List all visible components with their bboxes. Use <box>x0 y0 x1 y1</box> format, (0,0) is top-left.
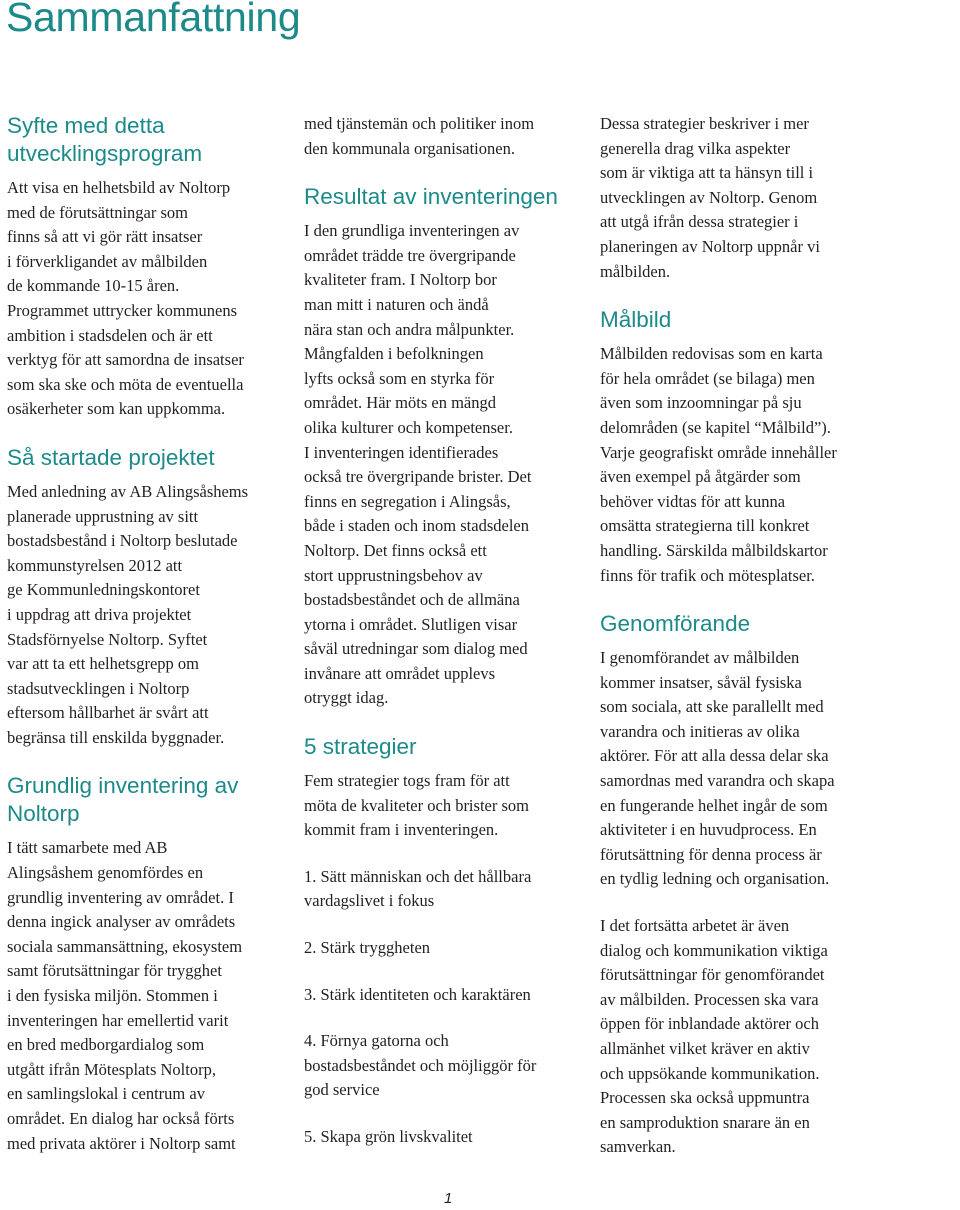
column-left <box>7 112 282 1156</box>
column-right <box>600 112 875 1160</box>
paragraph-malbild: Målbilden redovisas som en karta för hela området (se bilaga) men även som inzoomningar på sju delområden (se kapitel “Målbild”). Varje geografiskt område innehåller även exempel på åtgärder som behöver vidtas för att kunna omsätta strategierna till konkret handling. Särskilda målbildskartor finns för trafik och mötesplatser. <box>600 344 837 585</box>
paragraph-fortsatta-arbetet: I det fortsätta arbetet är även dialog och kommunikation viktiga förutsättningar för genomförandet av målbilden. Processen ska vara öppen för inblandade aktörer och allmänhet vilket kräver en aktiv och uppsökande kommunikation. Processen ska också uppmuntra en samproduktion snarare än en samverkan. <box>600 916 828 1157</box>
paragraph-resultat: I den grundliga inventeringen av området trädde tre övergripande kvaliteter fram. I Noltorp bor man mitt i naturen och ändå nära stan och andra målpunkter. Mångfalden i befolkningen lyfts också som en styrka för området. Här möts en mängd olika kulturer och kompetenser. I inventeringen identifierades också tre övergripande brister. Det finns en segregation i Alingsås, både i staden och inom stadsdelen Noltorp. Det finns också ett stort upprustningsbehov av bostadsbeståndet och de allmäna ytorna i området. Slutligen visar såväl utredningar som dialog med invånare att området upplevs otryggt idag. <box>304 221 532 708</box>
strategy-item: 4. Förnya gatorna och bostadsbeståndet och möjliggör för god service <box>304 1031 537 1100</box>
strategy-item: 3. Stärk identiteten och karaktären <box>304 984 531 1004</box>
paragraph-syfte: Att visa en helhetsbild av Noltorp med de förutsättningar som finns så att vi gör rätt insatser i förverkligandet av målbilden de kommande 10-15 åren. Programmet uttrycker kommunens ambition i stadsdelen och är ett verktyg för att samordna de insatser som ska ske och möta de eventuella osäkerheter som kan uppkomma. <box>7 178 244 419</box>
paragraph-continuation: med tjänstemän och politiker inom den kommunala organisationen. <box>304 114 535 158</box>
paragraph-sa-startade: Med anledning av AB Alingsåshems planerade upprustning av sitt bostadsbestånd i Noltorp beslutade kommunstyrelsen 2012 att ge Kommunledningskontoret i uppdrag att driva projektet Stadsförnyelse Noltorp. Syftet var att ta ett helhetsgrepp om stadsutvecklingen i Noltorp eftersom hållbarhet är svårt att begränsa till enskilda byggnader. <box>7 481 249 747</box>
column-middle <box>304 112 584 1150</box>
heading-genomforande: Genomförande <box>600 611 751 637</box>
strategy-list <box>304 865 584 1150</box>
paragraph-genomforande: I genomförandet av målbilden kommer insatser, såväl fysiska som sociala, att ske parallellt med varandra och initieras av olika aktörer. För att alla dessa delar ska samordnas med varandra och skapa en fungerande helhet ingår de som aktiviteter i en huvudprocess. En förutsättning för denna process är en tydlig ledning och organisation. <box>600 648 835 889</box>
strategy-item: 5. Skapa grön livskvalitet <box>304 1127 473 1146</box>
heading-syfte: Syfte med detta utvecklingsprogram <box>7 113 203 166</box>
page-number: 1 <box>444 1190 453 1207</box>
strategy-item: 2. Stärk tryggheten <box>304 938 431 958</box>
page-title: Sammanfattning <box>6 0 301 40</box>
heading-resultat: Resultat av inventeringen <box>304 184 558 210</box>
strategy-item: 1. Sätt människan och det hållbara vardagslivet i fokus <box>304 866 532 911</box>
paragraph-strategier-beskriver: Dessa strategier beskriver i mer generella drag vilka aspekter som är viktiga att ta hänsyn till i utvecklingen av Noltorp. Genom att utgå ifrån dessa strategier i planeringen av Noltorp uppnår vi målbilden. <box>600 114 820 281</box>
heading-strategier: 5 strategier <box>304 734 417 760</box>
heading-grundlig-inventering: Grundlig inventering av Noltorp <box>7 773 239 827</box>
heading-malbild: Målbild <box>600 307 672 333</box>
heading-sa-startade: Så startade projektet <box>7 444 215 470</box>
paragraph-strategier: Fem strategier togs fram för att möta de kvaliteter och brister som kommit fram i inventeringen. <box>304 771 529 840</box>
paragraph-grundlig-inventering: I tätt samarbete med AB Alingsåshem genomfördes en grundlig inventering av området. I denna ingick analyser av områdets sociala sammansättning, ekosystem samt förutsättningar för trygghet i den fysiska miljön. Stommen i inventeringen har emellertid varit en bred medborgardialog som utgått ifrån Mötesplats Noltorp, en samlingslokal i centrum av området. En dialog har också förts med privata aktörer i Noltorp samt <box>7 838 243 1153</box>
